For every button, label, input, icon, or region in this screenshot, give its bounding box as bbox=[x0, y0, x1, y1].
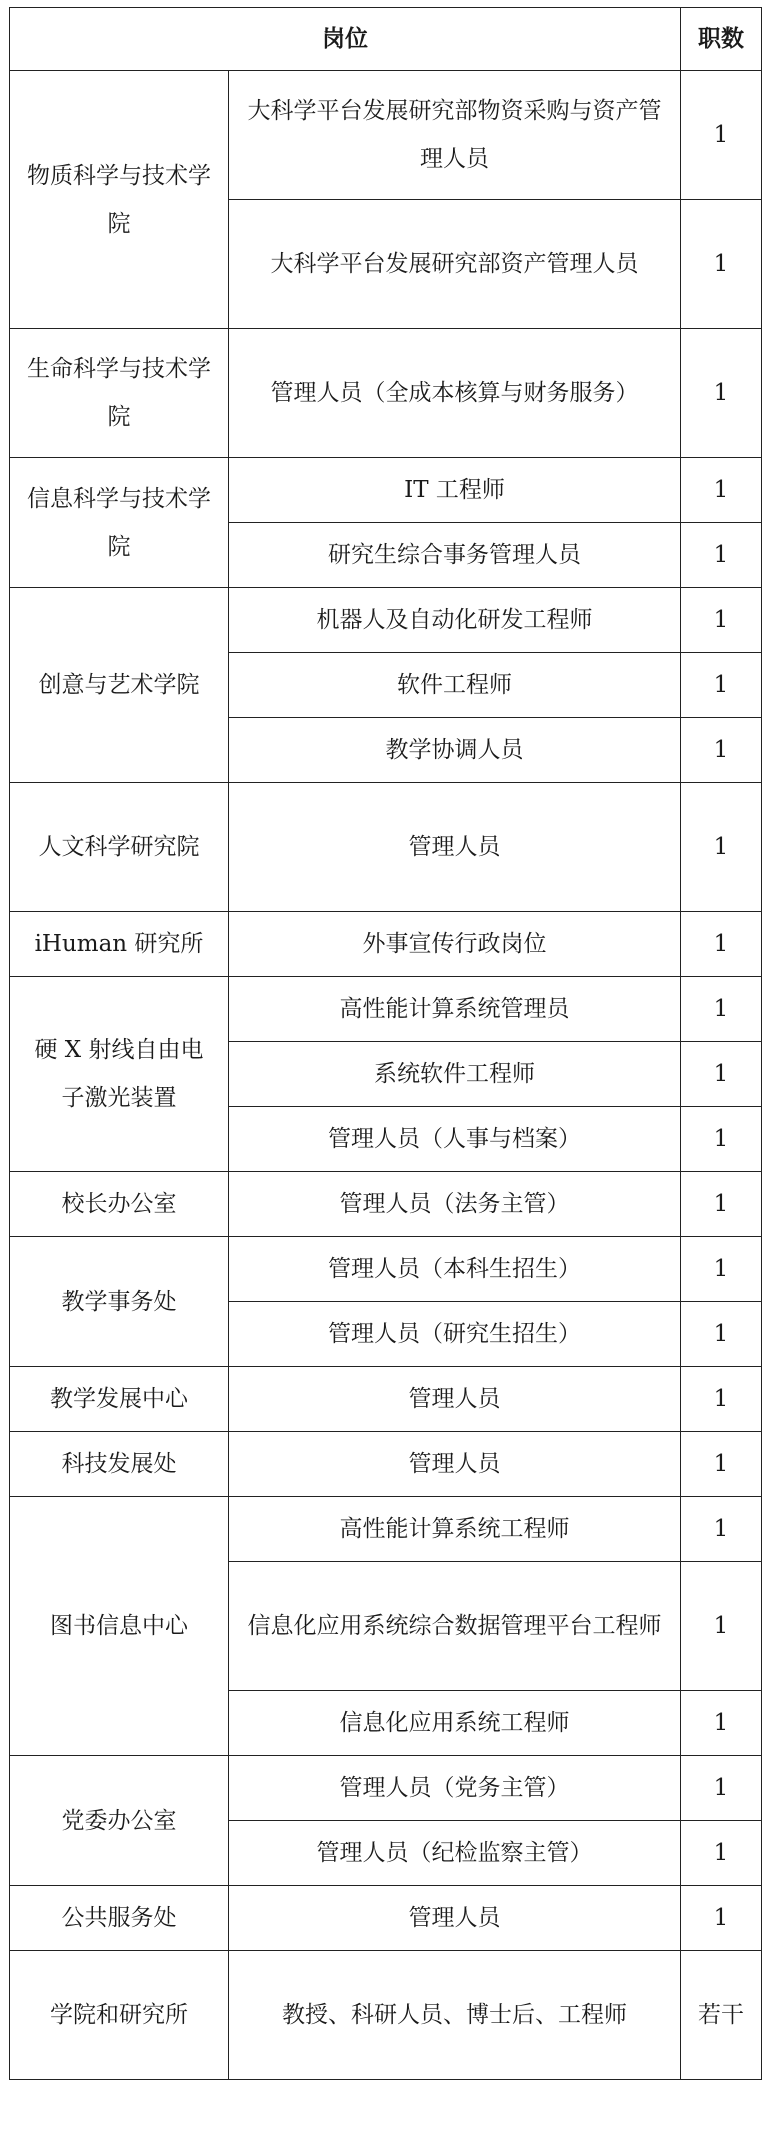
count-cell: 1 bbox=[681, 653, 762, 718]
position-cell: 管理人员（人事与档案） bbox=[229, 1107, 681, 1172]
department-cell: 教学发展中心 bbox=[10, 1367, 229, 1432]
positions-table bbox=[9, 7, 762, 2080]
table-row bbox=[10, 458, 762, 523]
table-row bbox=[10, 1237, 762, 1302]
count-cell: 1 bbox=[681, 1497, 762, 1562]
position-cell: 研究生综合事务管理人员 bbox=[229, 523, 681, 588]
position-cell: 管理人员 bbox=[229, 1432, 681, 1497]
department-cell: 教学事务处 bbox=[10, 1237, 229, 1367]
position-cell: IT 工程师 bbox=[229, 458, 681, 523]
department-cell: 信息科学与技术学院 bbox=[10, 458, 229, 588]
department-cell: 公共服务处 bbox=[10, 1886, 229, 1951]
department-cell: 硬 X 射线自由电子激光装置 bbox=[10, 977, 229, 1172]
table-row bbox=[10, 1497, 762, 1562]
count-cell: 1 bbox=[681, 71, 762, 200]
department-cell: iHuman 研究所 bbox=[10, 912, 229, 977]
count-cell: 1 bbox=[681, 1756, 762, 1821]
table-header-row bbox=[10, 8, 762, 71]
document-page bbox=[9, 7, 761, 2080]
position-cell: 机器人及自动化研发工程师 bbox=[229, 588, 681, 653]
position-cell: 管理人员（本科生招生） bbox=[229, 1237, 681, 1302]
header-count: 职数 bbox=[681, 8, 762, 71]
count-cell: 1 bbox=[681, 1562, 762, 1691]
department-cell: 生命科学与技术学院 bbox=[10, 329, 229, 458]
table-row bbox=[10, 1756, 762, 1821]
department-cell: 图书信息中心 bbox=[10, 1497, 229, 1756]
position-cell: 高性能计算系统工程师 bbox=[229, 1497, 681, 1562]
table-row bbox=[10, 1951, 762, 2080]
position-cell: 软件工程师 bbox=[229, 653, 681, 718]
position-cell: 大科学平台发展研究部物资采购与资产管理人员 bbox=[229, 71, 681, 200]
department-cell: 党委办公室 bbox=[10, 1756, 229, 1886]
department-cell: 人文科学研究院 bbox=[10, 783, 229, 912]
position-cell: 管理人员（全成本核算与财务服务） bbox=[229, 329, 681, 458]
department-cell: 物质科学与技术学院 bbox=[10, 71, 229, 329]
header-position: 岗位 bbox=[10, 8, 681, 71]
position-cell: 高性能计算系统管理员 bbox=[229, 977, 681, 1042]
table-row bbox=[10, 977, 762, 1042]
count-cell: 1 bbox=[681, 1302, 762, 1367]
position-cell: 管理人员 bbox=[229, 1367, 681, 1432]
count-cell: 1 bbox=[681, 329, 762, 458]
count-cell: 1 bbox=[681, 458, 762, 523]
table-row bbox=[10, 1886, 762, 1951]
position-cell: 信息化应用系统工程师 bbox=[229, 1691, 681, 1756]
count-cell: 若干 bbox=[681, 1951, 762, 2080]
table-row bbox=[10, 1432, 762, 1497]
count-cell: 1 bbox=[681, 1691, 762, 1756]
count-cell: 1 bbox=[681, 977, 762, 1042]
position-cell: 信息化应用系统综合数据管理平台工程师 bbox=[229, 1562, 681, 1691]
count-cell: 1 bbox=[681, 1821, 762, 1886]
position-cell: 大科学平台发展研究部资产管理人员 bbox=[229, 200, 681, 329]
department-cell: 学院和研究所 bbox=[10, 1951, 229, 2080]
table-row bbox=[10, 329, 762, 458]
count-cell: 1 bbox=[681, 523, 762, 588]
position-cell: 管理人员 bbox=[229, 1886, 681, 1951]
table-row bbox=[10, 912, 762, 977]
department-cell: 校长办公室 bbox=[10, 1172, 229, 1237]
position-cell: 管理人员（党务主管） bbox=[229, 1756, 681, 1821]
count-cell: 1 bbox=[681, 1237, 762, 1302]
count-cell: 1 bbox=[681, 1886, 762, 1951]
table-row bbox=[10, 1367, 762, 1432]
count-cell: 1 bbox=[681, 1042, 762, 1107]
table-row bbox=[10, 588, 762, 653]
department-cell: 科技发展处 bbox=[10, 1432, 229, 1497]
table-row bbox=[10, 71, 762, 200]
department-cell: 创意与艺术学院 bbox=[10, 588, 229, 783]
position-cell: 教授、科研人员、博士后、工程师 bbox=[229, 1951, 681, 2080]
position-cell: 管理人员（研究生招生） bbox=[229, 1302, 681, 1367]
count-cell: 1 bbox=[681, 912, 762, 977]
position-cell: 管理人员 bbox=[229, 783, 681, 912]
position-cell: 管理人员（法务主管） bbox=[229, 1172, 681, 1237]
position-cell: 管理人员（纪检监察主管） bbox=[229, 1821, 681, 1886]
count-cell: 1 bbox=[681, 200, 762, 329]
table-row bbox=[10, 1172, 762, 1237]
position-cell: 外事宣传行政岗位 bbox=[229, 912, 681, 977]
count-cell: 1 bbox=[681, 588, 762, 653]
table-row bbox=[10, 783, 762, 912]
count-cell: 1 bbox=[681, 1432, 762, 1497]
position-cell: 系统软件工程师 bbox=[229, 1042, 681, 1107]
count-cell: 1 bbox=[681, 1107, 762, 1172]
count-cell: 1 bbox=[681, 783, 762, 912]
count-cell: 1 bbox=[681, 1172, 762, 1237]
count-cell: 1 bbox=[681, 1367, 762, 1432]
position-cell: 教学协调人员 bbox=[229, 718, 681, 783]
count-cell: 1 bbox=[681, 718, 762, 783]
